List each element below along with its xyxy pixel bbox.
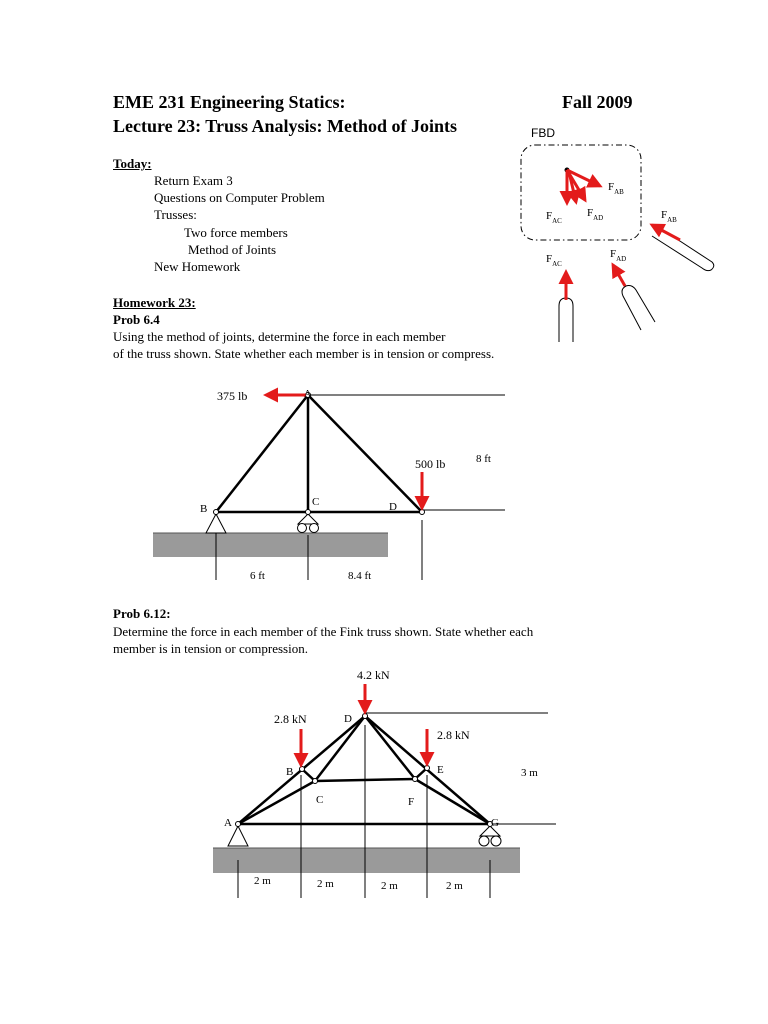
- node-g: G: [491, 817, 499, 829]
- ground: [213, 848, 520, 873]
- fad-member-arrow: [613, 265, 625, 286]
- fac-member-label: $F_{AC}$: [546, 253, 562, 268]
- lecture-title: Lecture 23: Truss Analysis: Method of Joints: [113, 116, 458, 136]
- prob1-text-line1: Using the method of joints, determine the force in each member: [113, 329, 446, 344]
- node-b: B: [286, 766, 294, 778]
- load-label-e: 2.8 kN: [437, 728, 470, 742]
- fac-label: $F_{AC}$: [546, 210, 562, 225]
- prob2-text-line1: Determine the force in each member of the Fink truss shown. State whether each: [113, 624, 534, 639]
- load-label-b: 2.8 kN: [274, 712, 307, 726]
- span-label-1: 6 ft: [250, 570, 265, 582]
- node-c: C: [312, 496, 320, 508]
- node-c: C: [316, 794, 324, 806]
- prob1-title: Prob 6.4: [113, 312, 160, 327]
- node-f: F: [408, 796, 415, 808]
- member-ad: [622, 286, 655, 331]
- today-item: Return Exam 3: [154, 173, 233, 188]
- load-label-a: 375 lb: [217, 389, 248, 403]
- term-label: Fall 2009: [562, 92, 633, 112]
- span-label-2: 2 m: [317, 878, 334, 890]
- roller-support-c: [298, 514, 318, 524]
- prob1-text-line2: of the truss shown. State whether each member is in tension or compress.: [113, 346, 495, 361]
- today-item: Two force members: [184, 225, 288, 240]
- prob2-text-line2: member is in tension or compression.: [113, 641, 308, 656]
- course-title: EME 231 Engineering Statics:: [113, 92, 346, 112]
- node-e: E: [437, 764, 444, 776]
- fbd-title: FBD: [531, 126, 555, 140]
- member-ad: [308, 395, 422, 512]
- span-label-3: 2 m: [381, 880, 398, 892]
- load-label-top: 4.2 kN: [357, 668, 390, 682]
- truss-diagram-1: [153, 389, 505, 582]
- ground: [153, 533, 388, 557]
- span-label-2: 8.4 ft: [348, 570, 372, 582]
- truss-diagram-2: [213, 668, 556, 898]
- today-item: New Homework: [154, 259, 241, 274]
- pin-support-b: [206, 514, 226, 533]
- node-a: A: [224, 817, 232, 829]
- fab-member-label: $F_{AB}$: [661, 209, 677, 224]
- homework-heading: Homework 23:: [113, 295, 196, 310]
- today-item: Questions on Computer Problem: [154, 190, 325, 205]
- node-d: D: [344, 713, 352, 725]
- node-d: D: [389, 501, 397, 513]
- prob2-title: Prob 6.12:: [113, 606, 171, 621]
- height-label: 3 m: [521, 767, 538, 779]
- member-ab: [652, 228, 714, 271]
- today-item: Trusses:: [154, 207, 197, 222]
- node-a: A: [304, 389, 312, 400]
- span-label-4: 2 m: [446, 880, 463, 892]
- today-item: Method of Joints: [188, 242, 277, 257]
- height-label: 8 ft: [476, 453, 491, 465]
- today-heading: Today:: [113, 156, 152, 171]
- member-ac: [559, 298, 573, 342]
- fad-label: $F_{AD}$: [587, 207, 604, 222]
- fab-label: $F_{AB}$: [608, 181, 624, 196]
- fbd-diagram: [521, 126, 714, 342]
- fad-member-label: $F_{AD}$: [610, 248, 627, 263]
- fab-member-arrow: [652, 225, 680, 240]
- pin-support-a: [228, 826, 248, 846]
- node-b: B: [200, 503, 208, 515]
- member-ab: [216, 395, 308, 512]
- span-label-1: 2 m: [254, 875, 271, 887]
- load-label-d: 500 lb: [415, 457, 446, 471]
